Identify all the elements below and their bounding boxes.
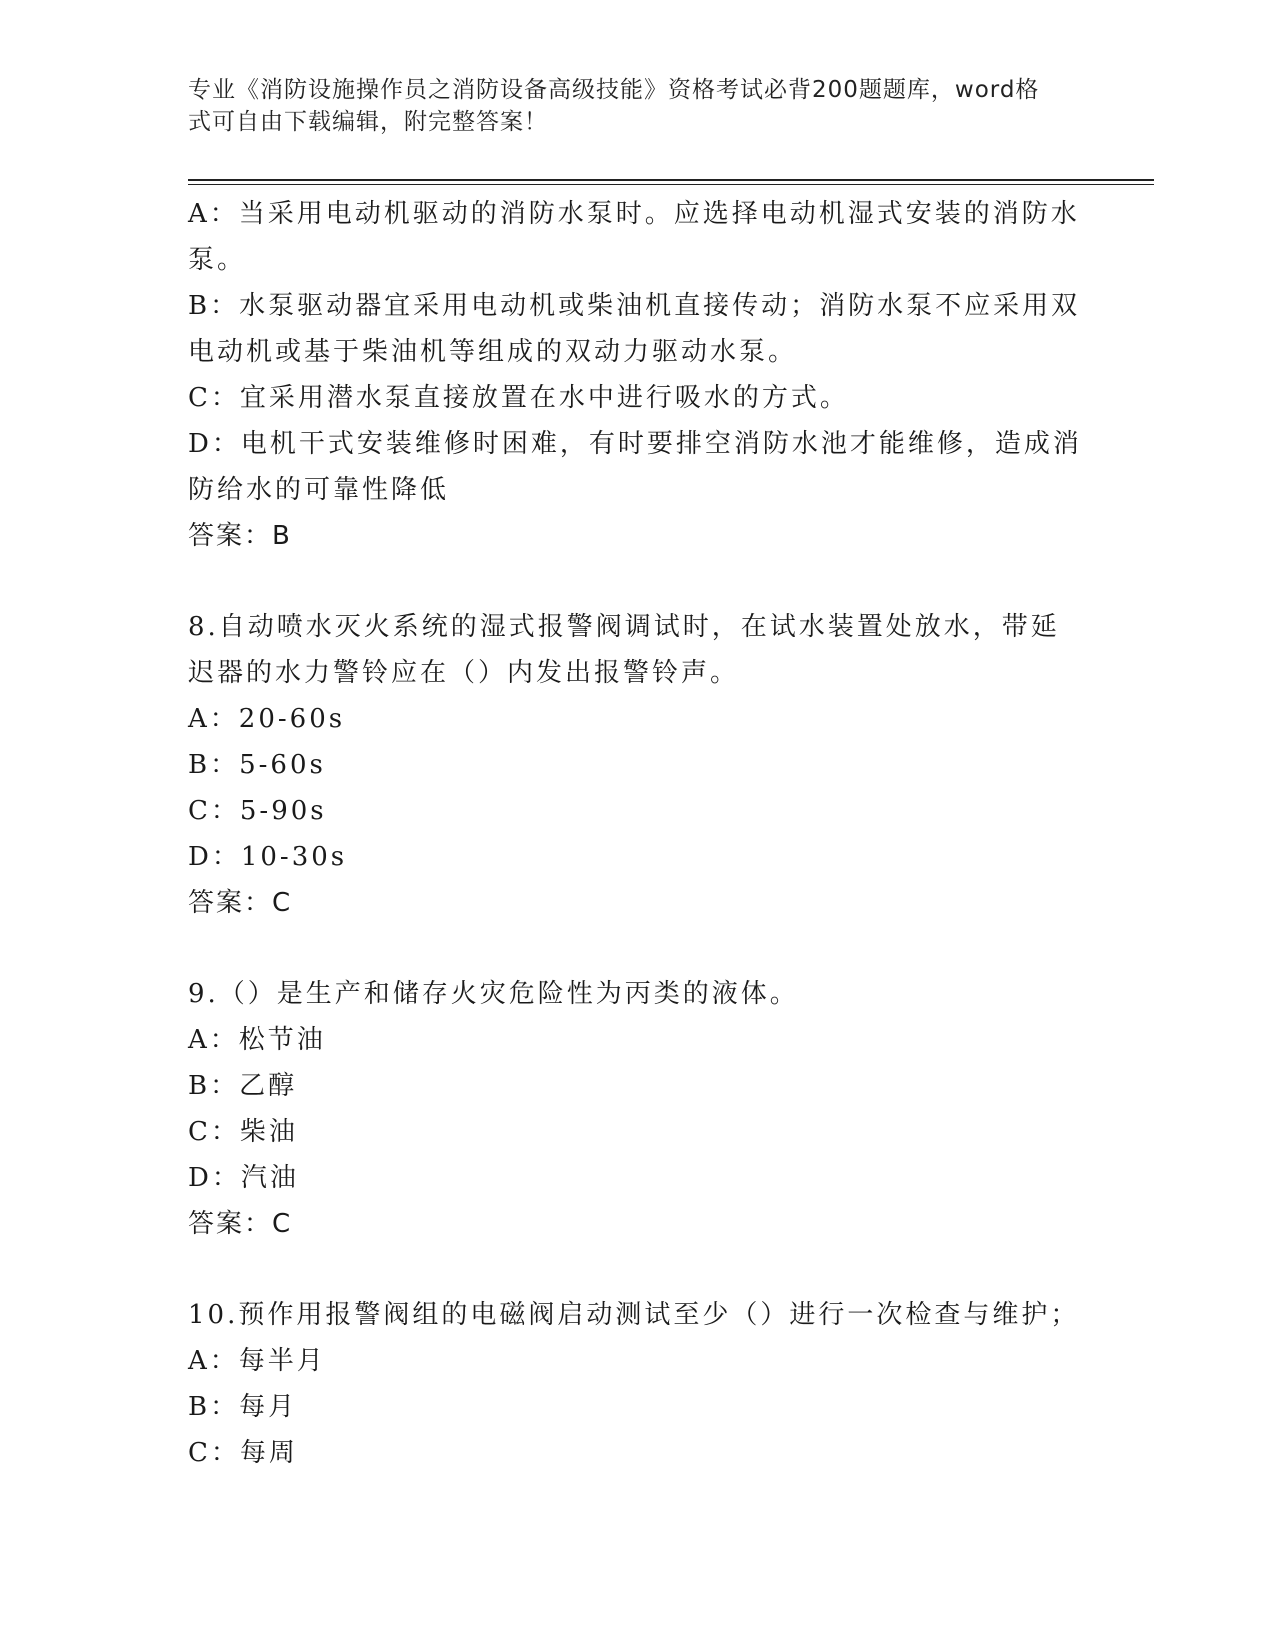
q9-stem: 9.（）是生产和储存火灾危险性为丙类的液体。 — [188, 979, 799, 1009]
document-header — [188, 74, 1068, 138]
question-10 — [188, 1292, 1088, 1476]
q8-option-b: B：5-60s — [188, 750, 326, 780]
q9-answer: 答案：C — [188, 1209, 293, 1239]
q7-option-b-line-2: 电动机或基于柴油机等组成的双动力驱动水泵。 — [188, 337, 798, 367]
q7-option-c: C：宜采用潜水泵直接放置在水中进行吸水的方式。 — [188, 383, 849, 413]
q9-option-a: A：松节油 — [188, 1025, 326, 1055]
header-line-2: 式可自由下载编辑，附完整答案！ — [188, 109, 548, 135]
q10-option-a: A：每半月 — [188, 1346, 326, 1376]
question-9 — [188, 971, 1088, 1247]
q10-option-c: C：每周 — [188, 1438, 298, 1468]
question-7 — [188, 191, 1088, 559]
q8-option-a: A：20-60s — [188, 704, 346, 734]
header-rule-thin — [188, 184, 1154, 185]
spacer — [188, 559, 1088, 604]
q9-option-d: D：汽油 — [188, 1163, 299, 1193]
q7-option-b-line-1: B：水泵驱动器宜采用电动机或柴油机直接传动；消防水泵不应采用双 — [188, 291, 1081, 321]
header-line-1: 专业《消防设施操作员之消防设备高级技能》资格考试必背200题题库，word格 — [188, 77, 1040, 103]
q9-option-c: C：柴油 — [188, 1117, 298, 1147]
q8-option-c: C：5-90s — [188, 796, 327, 826]
q8-stem-line-1: 8.自动喷水灭火系统的湿式报警阀调试时，在试水装置处放水，带延 — [188, 612, 1060, 642]
q9-option-b: B：乙醇 — [188, 1071, 298, 1101]
q7-option-a-line-1: A：当采用电动机驱动的消防水泵时。应选择电动机湿式安装的消防水 — [188, 199, 1080, 229]
q7-option-d-line-1: D：电机干式安装维修时困难，有时要排空消防水池才能维修，造成消 — [188, 429, 1082, 459]
header-rule-thick — [188, 179, 1154, 181]
q7-answer: 答案：B — [188, 521, 292, 551]
spacer — [188, 926, 1088, 971]
spacer — [188, 1247, 1088, 1292]
q10-option-b: B：每月 — [188, 1392, 298, 1422]
q10-stem: 10.预作用报警阀组的电磁阀启动测试至少（）进行一次检查与维护； — [188, 1300, 1080, 1330]
q8-answer: 答案：C — [188, 888, 293, 918]
q7-option-a-line-2: 泵。 — [188, 245, 247, 275]
q8-stem-line-2: 迟器的水力警铃应在（）内发出报警铃声。 — [188, 658, 740, 688]
q8-option-d: D：10-30s — [188, 842, 348, 872]
question-8 — [188, 604, 1088, 926]
q7-option-d-line-2: 防给水的可靠性降低 — [188, 475, 450, 505]
question-list — [188, 191, 1088, 1476]
